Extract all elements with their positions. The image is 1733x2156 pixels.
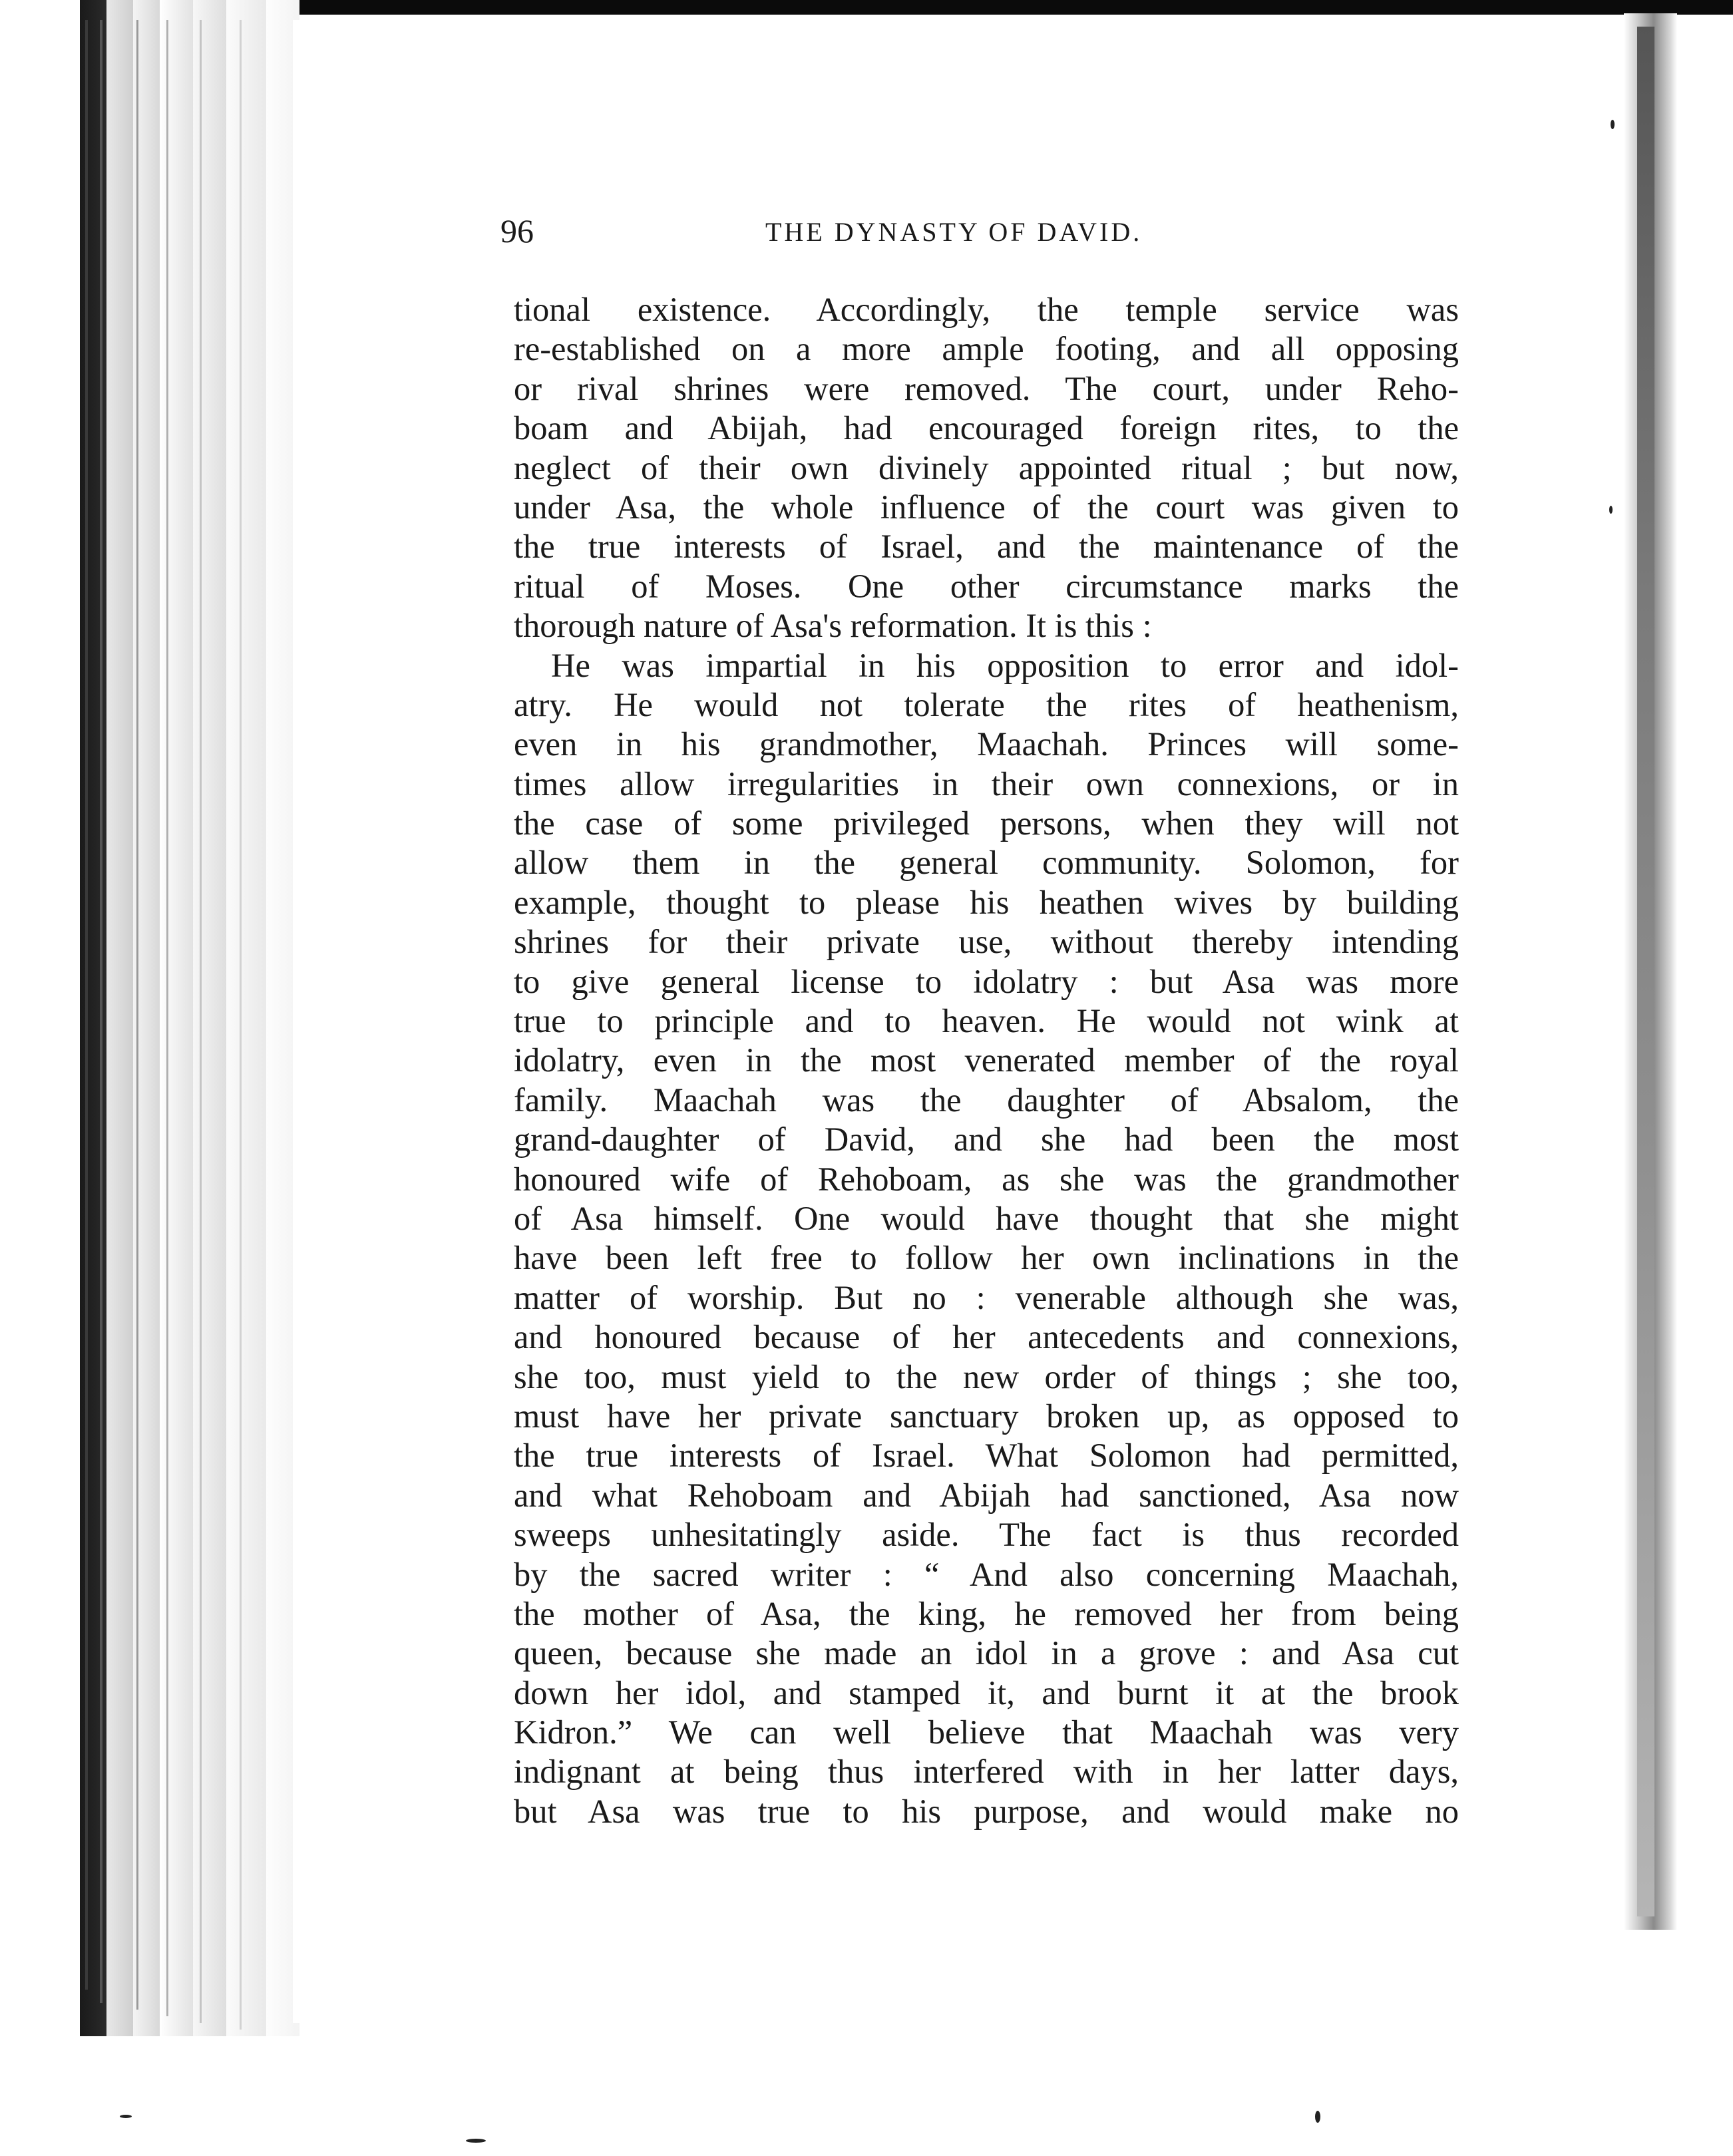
text-line: the true interests of Israel. What Solomon had permitted, (514, 1437, 1459, 1475)
text-line: sweeps unhesitatingly aside. The fact is thus recorded (514, 1516, 1459, 1554)
spine-edge-line (85, 20, 88, 1990)
text-line: even in his grandmother, Maachah. Princes will some- (514, 725, 1459, 763)
text-line: true to principle and to heaven. He would not wink at (514, 1002, 1459, 1040)
spine-edge-line (240, 20, 242, 2030)
text-line: He was impartial in his opposition to error and idol- (551, 646, 1459, 684)
text-line: but Asa was true to his purpose, and would make no (514, 1792, 1459, 1830)
text-line: allow them in the general community. Solomon, for (514, 844, 1459, 882)
scan-speck (1611, 120, 1615, 129)
text-line: shrines for their private use, without thereby intending (514, 923, 1459, 961)
text-line: times allow irregularities in their own connexions, or in (514, 765, 1459, 803)
scan-speck (1609, 506, 1613, 514)
text-line: or rival shrines were removed. The court, under Reho- (514, 369, 1459, 407)
text-line: family. Maachah was the daughter of Absalom, the (514, 1081, 1459, 1119)
text-line: re-established on a more ample footing, and all opposing (514, 330, 1459, 368)
text-line: and honoured because of her antecedents and connexions, (514, 1318, 1459, 1356)
text-line: of Asa himself. One would have thought that she might (514, 1199, 1459, 1237)
text-line: atry. He would not tolerate the rites of heathenism, (514, 685, 1459, 723)
text-line: under Asa, the whole influence of the court was given to (514, 488, 1459, 526)
running-title: THE DYNASTY OF DAVID. (765, 217, 1143, 247)
text-line: must have her private sanctuary broken up, as opposed to (514, 1397, 1459, 1435)
text-line: neglect of their own divinely appointed ritual ; but now, (514, 449, 1459, 486)
scan-speck (1315, 2111, 1320, 2123)
page-number: 96 (500, 212, 534, 250)
book-spine-edges (0, 0, 299, 2036)
scan-speck (120, 2115, 132, 2118)
text-line: thorough nature of Asa's reformation. It is this : (514, 607, 1152, 645)
right-page-shadow (1637, 27, 1654, 1916)
body-text (514, 290, 1459, 1831)
text-line: grand-daughter of David, and she had been the most (514, 1121, 1459, 1159)
text-line: and what Rehoboam and Abijah had sanctioned, Asa now (514, 1476, 1459, 1514)
text-line: have been left free to follow her own inclinations in the (514, 1239, 1459, 1277)
text-line: by the sacred writer : “ And also concerning Maachah, (514, 1555, 1459, 1593)
text-line: indignant at being thus interfered with in her latter days, (514, 1753, 1459, 1791)
text-line: she too, must yield to the new order of things ; she too, (514, 1357, 1459, 1395)
text-line: the mother of Asa, the king, he removed her from being (514, 1594, 1459, 1632)
text-line: idolatry, even in the most venerated member of the royal (514, 1041, 1459, 1079)
text-line: Kidron.” We can well believe that Maachah was very (514, 1713, 1459, 1751)
text-line: queen, because she made an idol in a grove : and Asa cut (514, 1634, 1459, 1672)
text-line: down her idol, and stamped it, and burnt it at the brook (514, 1674, 1459, 1711)
text-line: example, thought to please his heathen wives by building (514, 883, 1459, 921)
spine-edge-line (200, 20, 202, 2023)
text-line: boam and Abijah, had encouraged foreign rites, to the (514, 409, 1459, 447)
text-line: the case of some privileged persons, when they will not (514, 805, 1459, 842)
text-line: to give general license to idolatry : but Asa was more (514, 962, 1459, 1000)
spine-edge-line (166, 20, 168, 2016)
text-line: tional existence. Accordingly, the temple service was (514, 291, 1459, 328)
text-line: the true interests of Israel, and the maintenance of the (514, 528, 1459, 566)
text-line: honoured wife of Rehoboam, as she was the grandmother (514, 1160, 1459, 1198)
text-line: matter of worship. But no : venerable although she was, (514, 1278, 1459, 1316)
spine-edge-line (136, 20, 138, 2010)
spine-edge-line (100, 20, 102, 2003)
scan-speck (466, 2139, 486, 2143)
text-line: ritual of Moses. One other circumstance marks the (514, 567, 1459, 605)
